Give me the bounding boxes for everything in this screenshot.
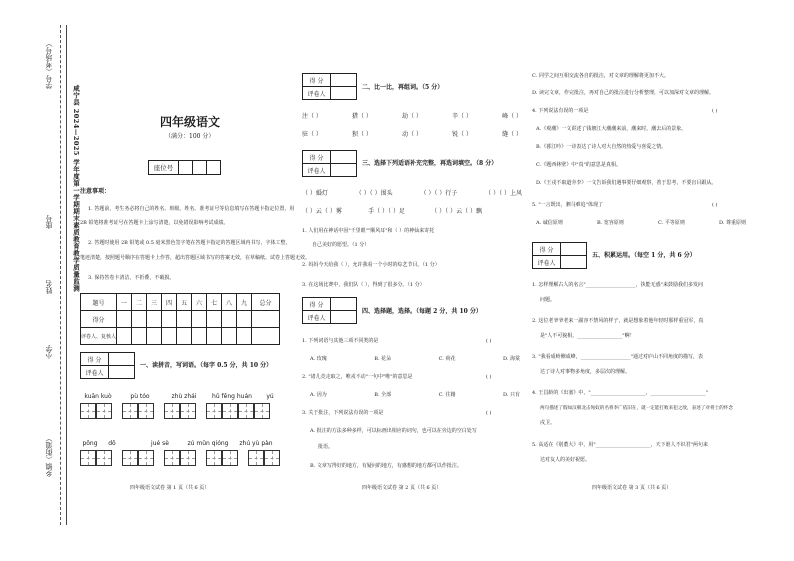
grader-cell[interactable] <box>117 328 132 345</box>
answer-paren[interactable]: ( ) <box>712 202 718 208</box>
choice-option[interactable]: A. 因为 <box>310 392 327 398</box>
choice-option[interactable]: A. 批注的方法多种多样，可以标画出相应的词句，也可以在旁边的空白处写 <box>310 428 477 434</box>
compare-item[interactable]: 猎（ ） <box>352 113 372 120</box>
choice-option[interactable]: B. 花朵 <box>374 356 392 362</box>
grader-cell[interactable] <box>162 328 177 345</box>
char-box[interactable] <box>96 450 112 466</box>
score-label: 得 分 <box>303 74 331 87</box>
grader-cell[interactable] <box>192 328 207 345</box>
score-cell[interactable] <box>222 311 237 328</box>
grader-label: 评卷人 <box>303 87 331 100</box>
fill-question-cont: 戍卫。 <box>540 420 556 426</box>
grader-cell[interactable] <box>252 328 280 345</box>
grader-cell[interactable] <box>561 256 587 269</box>
grader-cell[interactable] <box>331 87 357 100</box>
char-box[interactable] <box>138 450 154 466</box>
notes-title: 注意事项： <box>80 188 111 195</box>
char-grid-row-2 <box>80 450 280 466</box>
pinyin-label: zú mǔn qióng <box>187 440 229 447</box>
full-score: （满分：100 分） <box>165 133 215 140</box>
section5-score-box <box>532 242 587 269</box>
choice-option[interactable]: D. 海棠 <box>502 356 520 362</box>
score-cell[interactable] <box>237 311 252 328</box>
grader-label: 评卷人 <box>533 256 561 269</box>
grader-label: 评卷人 <box>81 366 109 379</box>
choice-options <box>310 392 520 399</box>
binding-field-student-id: 学号（考场号） <box>45 40 53 89</box>
char-box[interactable] <box>222 450 238 466</box>
compare-item[interactable]: 动（ ） <box>402 131 422 138</box>
section1-score-box <box>80 352 135 379</box>
compare-item[interactable]: 辛（ ） <box>452 113 472 120</box>
char-box[interactable] <box>238 403 254 419</box>
choice-option[interactable]: D.《王戎不取道旁李》一文告诉我们遇事要仔细观察，善于思考，不要盲目跟从。 <box>536 180 717 186</box>
idiom-item[interactable]: （ ）（ ）上风 <box>485 190 522 197</box>
char-box[interactable] <box>138 403 154 419</box>
idiom-item[interactable]: （ ）（ ）围头 <box>355 190 393 197</box>
fill-question: 1. 人们用在神话中因"千里眼""顺风耳"和（ ）的神仙来寄托 <box>302 228 435 234</box>
score-row-label: 得分 <box>81 311 117 328</box>
score-cell[interactable] <box>561 243 587 256</box>
score-cell[interactable] <box>192 311 207 328</box>
section5-title: 五、积累运用。（每空 1 分，共 6 分） <box>592 252 696 259</box>
char-box[interactable] <box>222 403 238 419</box>
choice-question: 5. "一言既出，驷马难追"体现了 <box>532 202 603 208</box>
choice-options <box>310 356 520 363</box>
grader-row-label: 评卷人、复核人 <box>81 328 117 345</box>
char-box[interactable] <box>80 450 96 466</box>
fill-question-cont: 自己美好的愿望。（1 分） <box>312 242 370 248</box>
grader-cell[interactable] <box>109 366 135 379</box>
char-box[interactable] <box>164 403 180 419</box>
fill-question-cont: 问题。 <box>540 297 556 303</box>
choice-option[interactable]: B.《暮江吟》一诗表达了诗人对大自然的热爱与喜爱之情。 <box>536 144 667 150</box>
choice-option[interactable]: A. 玫瑰 <box>310 356 327 362</box>
grader-cell[interactable] <box>132 328 147 345</box>
score-cell[interactable] <box>162 311 177 328</box>
fill-question-cont: 两句描述了假如汉朝北击匈奴的名将李广依旧在，就一定能打败来犯之敌，表述了对将士的怀念 <box>540 406 733 411</box>
section4-score-box <box>302 297 357 324</box>
section3-title: 三、选择下列适语补充完整，再选词填空。（8 分） <box>362 160 498 167</box>
section3-score-box <box>302 150 357 177</box>
note-line: 3. 保持答卷卡清洁，不折叠，不破损。 <box>88 275 175 281</box>
char-box[interactable] <box>264 450 280 466</box>
score-header-cell: 一 <box>117 294 132 311</box>
score-label: 得 分 <box>533 243 561 256</box>
note-line: 2B 铅笔将准考证号在答题卡上涂写清楚，以免错误影响考试成绩。 <box>80 220 229 226</box>
choice-option[interactable]: A. 诚信原则 <box>536 220 563 226</box>
page-title: 四年级语文 <box>160 115 221 129</box>
section4-title: 四、选择题，选择。（每题 2 分，共 10 分） <box>362 308 482 315</box>
char-box[interactable] <box>122 450 138 466</box>
choice-option-cont: 批语。 <box>318 444 334 450</box>
binding-field-name: 姓名 <box>45 280 53 294</box>
grader-cell[interactable] <box>207 328 222 345</box>
fill-question: 3. 在这场比赛中，我们队（ ），得到了很多分。（1 分） <box>302 282 425 288</box>
score-cell[interactable] <box>109 353 135 366</box>
page1-footer: 四年级语文试卷 第 1 页（共 6 页） <box>130 485 210 491</box>
char-box[interactable] <box>96 403 112 419</box>
idiom-row-1 <box>302 190 522 198</box>
score-header-cell: 五 <box>177 294 192 311</box>
score-header-cell: 七 <box>207 294 222 311</box>
grader-cell[interactable] <box>237 328 252 345</box>
pinyin-label: jué sè <box>151 440 169 447</box>
char-box[interactable] <box>206 403 222 419</box>
choice-option[interactable]: D. 尊重原则 <box>718 220 746 226</box>
compare-item[interactable]: 狈（ ） <box>352 131 372 138</box>
exam-heading: 咸宁县 2024—2025 学年度第一学期期末素质教育教学质量监测 <box>72 85 80 292</box>
section1-title: 一、读拼音，写词语。（每字 0.5 分，共 10 分） <box>140 362 273 369</box>
char-box[interactable] <box>80 403 96 419</box>
grader-cell[interactable] <box>147 328 162 345</box>
section2-score-box <box>302 73 357 100</box>
section2-title: 二、比一比，再组词。（5 分） <box>362 84 444 91</box>
compare-item[interactable]: 注（ ） <box>302 113 322 120</box>
page3-footer: 四年级语文试卷 第 3 页（共 6 页） <box>592 485 672 491</box>
score-table <box>80 293 280 345</box>
char-box[interactable] <box>206 450 222 466</box>
fill-question: 2. 妈妈今天给我（ ），允许我看一个小时的综艺节目。（1 分） <box>302 262 440 268</box>
score-cell[interactable] <box>252 311 280 328</box>
fill-question[interactable]: 3. "我看成岭侧成峰，____________________"通过对庐山不同角度的描写，表 <box>532 354 703 360</box>
choice-option[interactable]: C.《题西林壁》中"真"的意思是真相。 <box>536 162 621 168</box>
answer-paren[interactable]: ( ) <box>712 108 718 114</box>
idiom-item[interactable]: （ ）（ ）云（ ）飘 <box>431 208 482 215</box>
compare-item[interactable]: 峰（ ） <box>502 113 522 120</box>
char-box[interactable] <box>164 450 180 466</box>
score-row <box>81 311 280 328</box>
page2-footer: 四年级语文试卷 第 2 页（共 6 页） <box>362 485 442 491</box>
pinyin-label: yú <box>266 393 274 400</box>
compare-item[interactable]: 劫（ ） <box>402 113 422 120</box>
idiom-row-2 <box>302 208 482 216</box>
seat-cell[interactable] <box>193 161 207 175</box>
binding-field-seat: 座号 <box>45 215 53 229</box>
seat-cell[interactable] <box>207 161 221 175</box>
pinyin-label: hǔ fēng huán <box>212 393 252 400</box>
pinyin-label: zhù zhái <box>171 393 197 400</box>
score-table-header <box>81 294 280 311</box>
choice-option[interactable]: C. 平等原则 <box>657 220 685 226</box>
score-label: 得 分 <box>303 151 331 164</box>
fill-question-cont[interactable]: 是"人不可貌相，__________________"啊！ <box>540 333 635 339</box>
choice-option[interactable]: D. 只有 <box>502 392 520 398</box>
choice-question: 1. 下列词语与其他三项不同类的是 <box>302 338 379 344</box>
fill-question-cont: 达对友人的美好祝愿。 <box>540 457 591 463</box>
compare-row-1 <box>302 113 522 121</box>
char-box[interactable] <box>248 450 264 466</box>
fill-question-cont: 达了诗人对事物多角度，多层次的理解。 <box>540 369 631 375</box>
idiom-item[interactable]: （ ）婚灯 <box>302 190 328 197</box>
note-line: 1. 答题前，考生务必将自己的姓名、班级、姓名、准考证号等信息填写在答题卡指定位置，用 <box>88 206 295 212</box>
answer-paren[interactable]: ( ) <box>486 338 492 344</box>
score-cell[interactable] <box>132 311 147 328</box>
seat-cell[interactable] <box>179 161 193 175</box>
answer-paren[interactable]: ( ) <box>486 374 492 380</box>
pinyin-label: dō <box>108 440 116 447</box>
compare-item[interactable]: 缝（ ） <box>502 131 522 138</box>
pinyin-label: zhú yù pàn <box>239 440 273 447</box>
score-header-cell: 三 <box>147 294 162 311</box>
score-header-cell: 总分 <box>252 294 280 311</box>
binding-field-school: 小学 <box>45 345 53 359</box>
choice-option[interactable]: A.《观潮》一文讲述了钱塘江大潮潮来前，潮来时，潮去后的景象。 <box>536 126 687 132</box>
choice-options <box>536 220 746 227</box>
compare-item[interactable]: 驻（ ） <box>302 131 322 138</box>
binding-field-township: 乡镇（街道） <box>45 435 53 477</box>
choice-option[interactable]: B. 宽容原则 <box>596 220 624 226</box>
grader-cell[interactable] <box>222 328 237 345</box>
fill-question[interactable]: 1. 怎样理解古人的名言"____________________，执能无惑"来鼓励我们多发问 <box>532 282 703 288</box>
seat-label: 座位号 <box>149 161 179 175</box>
compare-item[interactable]: 锐（ ） <box>452 131 472 138</box>
choice-question: 2. "诸儿竞走取之，唯戎不动"一句中"唯"的意思是 <box>302 374 413 380</box>
choice-option[interactable]: D. 读完文章，作完批注，再对自己的批注进行分析整理，可以加深对文章的理解。 <box>532 90 715 96</box>
score-header-cell: 二 <box>132 294 147 311</box>
score-header-cell: 九 <box>237 294 252 311</box>
score-label: 得 分 <box>81 353 109 366</box>
idiom-item[interactable]: （ ）（ ）行子 <box>420 190 458 197</box>
char-box[interactable] <box>180 403 196 419</box>
idiom-item[interactable]: （ ）云（ ）雾 <box>302 208 342 215</box>
score-cell[interactable] <box>331 74 357 87</box>
fill-question[interactable]: 5. 高适在《别董大》中，用"______________________，天下谁人不识君"两句来 <box>532 442 708 448</box>
char-box[interactable] <box>254 403 270 419</box>
binding-line <box>60 25 61 525</box>
score-header-cell: 四 <box>162 294 177 311</box>
score-header-cell: 六 <box>192 294 207 311</box>
grader-cell[interactable] <box>331 311 357 324</box>
score-label: 得 分 <box>303 298 331 311</box>
score-cell[interactable] <box>177 311 192 328</box>
char-box[interactable] <box>122 403 138 419</box>
seat-number-box <box>148 160 221 175</box>
score-cell[interactable] <box>147 311 162 328</box>
note-line: 2. 答题时使用 2B 铅笔或 0.5 毫米黑色签字笔在答题卡指定的答题区域内书写，字体工整， <box>88 240 291 246</box>
choice-option[interactable]: B. 全部 <box>374 392 392 398</box>
choice-option[interactable]: C. 往籍 <box>438 392 456 398</box>
pinyin-label: pù tóo <box>130 393 150 400</box>
score-cell[interactable] <box>331 151 357 164</box>
pinyin-label: pōng <box>82 440 98 447</box>
score-header-cell: 八 <box>222 294 237 311</box>
choice-question: 3. 关于批注，下列说法有误的一项是 <box>302 410 384 416</box>
choice-question: 4. 下列说法有误的一项是 <box>532 108 589 114</box>
choice-option[interactable]: B. 文章写得好的地方，有疑问的地方，有感想的地方都可以作批注。 <box>310 463 462 469</box>
grader-cell[interactable] <box>177 328 192 345</box>
binding-border <box>66 25 67 525</box>
choice-option[interactable]: C. 荷花 <box>438 356 456 362</box>
choice-option[interactable]: C. 同学之间互相交流各自的批注，对文章的理解将更加不大。 <box>532 73 669 79</box>
score-cell[interactable] <box>117 311 132 328</box>
grader-cell[interactable] <box>331 164 357 177</box>
char-box[interactable] <box>180 450 196 466</box>
compare-row-2 <box>302 131 522 139</box>
idiom-item[interactable]: 手（ ）（ ）足 <box>368 208 405 215</box>
fill-question[interactable]: 2. 这位老爷爷老来一副容不禁风的样子，就是想象着他年轻时那样重冠军，真 <box>532 318 704 324</box>
grader-label: 评卷人 <box>303 311 331 324</box>
pinyin-label: kuān kuò <box>84 393 112 400</box>
grader-row <box>81 328 280 345</box>
fill-question[interactable]: 4. 王昌龄的《出塞》中，"______________________，______________________" <box>532 390 708 396</box>
note-line: 笔迹清楚，按照题号顺序在答题卡上作答，超出答题区域书写的答案无效，在草稿纸、试卷上答题无效。 <box>80 255 311 261</box>
score-header-cell: 题号 <box>81 294 117 311</box>
score-cell[interactable] <box>331 298 357 311</box>
grader-label: 评卷人 <box>303 164 331 177</box>
char-grid-row-1 <box>80 403 270 419</box>
score-cell[interactable] <box>207 311 222 328</box>
answer-paren[interactable]: ( ) <box>486 410 492 416</box>
